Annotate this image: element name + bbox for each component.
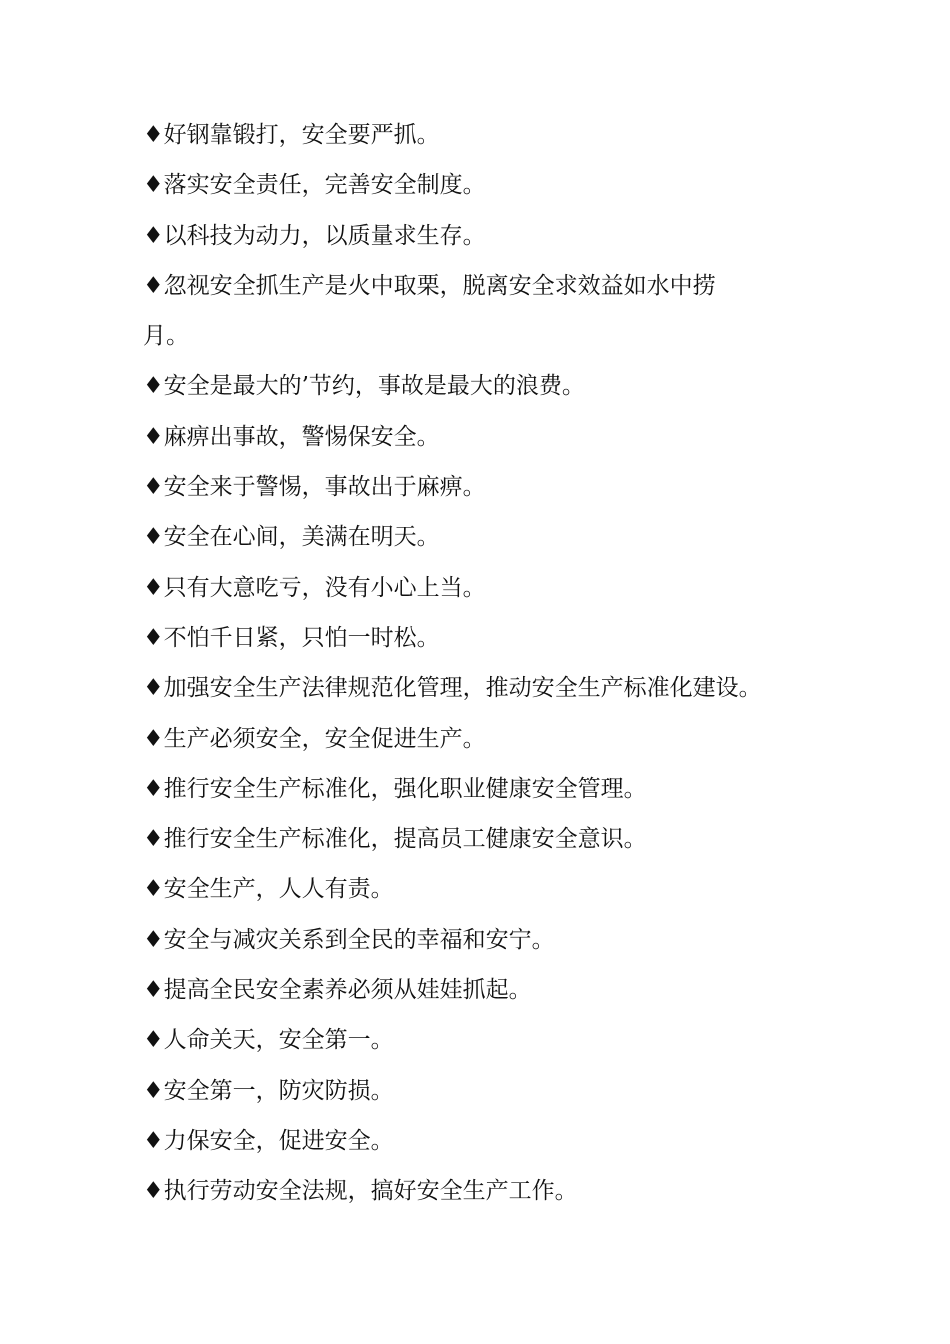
slogan-line: ♦推行安全生产标准化，提高员工健康安全意识。: [143, 826, 647, 853]
slogan-line: ♦安全来于警惕，事故出于麻痹。: [143, 474, 486, 501]
slogan-line: ♦推行安全生产标准化，强化职业健康安全管理。: [143, 775, 647, 802]
slogan-line: ♦忽视安全抓生产是火中取栗，脱离安全求效益如水中捞: [143, 272, 716, 299]
slogan-list: [143, 110, 843, 1217]
slogan-line: ♦只有大意吃亏，没有小心上当。: [143, 574, 486, 601]
slogan-line: ♦执行劳动安全法规，搞好安全生产工作。: [143, 1178, 578, 1205]
slogan-line: ♦安全是最大的’节约，事故是最大的浪费。: [143, 373, 585, 400]
slogan-line: ♦麻痹出事故，警惕保安全。: [143, 423, 440, 450]
slogan-line: ♦人命关天，安全第一。: [143, 1027, 394, 1054]
slogan-line-continuation: 月。: [143, 323, 189, 350]
slogan-line: ♦不怕千日紧，只怕一时松。: [143, 624, 440, 651]
slogan-line: ♦落实安全责任，完善安全制度。: [143, 172, 486, 199]
slogan-line: ♦好钢靠锻打，安全要严抓。: [143, 122, 440, 148]
slogan-line: ♦以科技为动力，以质量求生存。: [143, 222, 486, 249]
slogan-line: ♦安全第一，防灾防损。: [143, 1077, 394, 1104]
slogan-line: ♦提高全民安全素养必须从娃娃抓起。: [143, 977, 532, 1004]
slogan-line: ♦安全生产，人人有责。: [143, 876, 394, 903]
slogan-line: ♦安全在心间，美满在明天。: [143, 524, 440, 551]
slogan-line: ♦生产必须安全，安全促进生产。: [143, 725, 486, 752]
slogan-line: ♦力保安全，促进安全。: [143, 1127, 394, 1154]
slogan-line: ♦加强安全生产法律规范化管理，推动安全生产标准化建设。: [143, 675, 762, 702]
slogan-line: ♦安全与减灾关系到全民的幸福和安宁。: [143, 926, 555, 953]
